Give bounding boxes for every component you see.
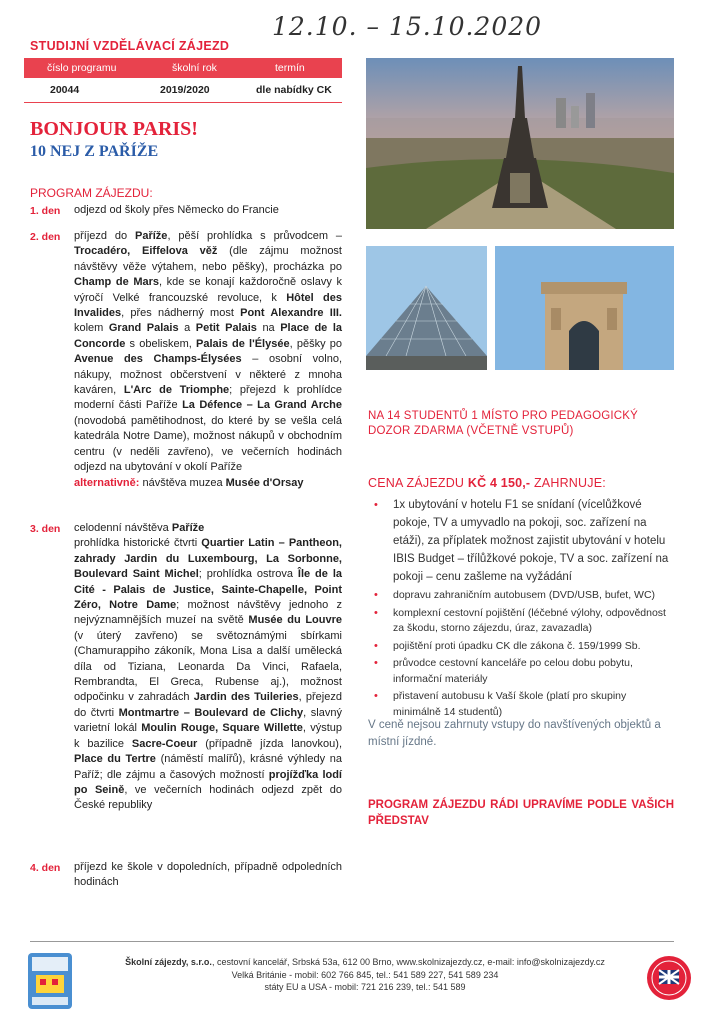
- price-prefix: CENA ZÁJEZDU: [368, 476, 468, 490]
- excluded-note: V ceně nejsou zahrnuty vstupy do navštívených objektů a místní jízdné.: [368, 719, 661, 748]
- program-number-label: číslo programu: [47, 62, 117, 74]
- list-item: • dopravu zahraničním autobusem (DVD/USB, bufet, WC): [368, 588, 674, 604]
- list-item: • komplexní cestovní pojištění (léčebné výlohy, odpovědnost za škodu, storno zájezdu, úraz, zavazadla): [368, 606, 674, 637]
- day-3-label: 3. den: [30, 523, 61, 535]
- program-heading: PROGRAM ZÁJEZDU:: [30, 186, 153, 200]
- header-divider: [24, 102, 342, 103]
- price-heading: [368, 476, 606, 490]
- footer-line-3: státy EU a USA - mobil: 721 216 239, tel.: 541 589: [264, 982, 466, 992]
- program-number-value: 20044: [50, 84, 80, 96]
- price-suffix: ZAHRNUJE:: [530, 476, 606, 490]
- custom-note: PROGRAM ZÁJEZDU RÁDI UPRAVÍME PODLE VAŠICH PŘEDSTAV: [368, 799, 674, 827]
- program-info-band: [24, 58, 342, 78]
- footer-line-1: , cestovní kancelář, Srbská 53a, 612 00 Brno, www.skolnizajezdy.cz, e-mail: info@skolnizajezdy.cz: [211, 957, 605, 967]
- day-2-text: příjezd do Paříže, pěší prohlídka s průvodcem – Trocadéro, Eiffelova věž (dle zájmu možnost návštěvy věže výtahem, nebo pěšky), procházka po Champ de Mars, kde se konají každoročně oslavy k výročí Velké francouzské revoluce, k Hôtel des Invalides, přes nádherný most Pont Alexandre III. kolem Grand Palais a Petit Palais na Place de la Concorde s obeliskem, Palais de l'Élysée, pěšky po Avenue des Champs-Élysées – osobní volno, nákupy, možnost občerstvení v některé z mnoha kaváren, L'Arc de Triomphe; přejezd k prohlídce moderní části Paříže La Défence – La Grand Arche (novodobá pamětihodnost, do které by se vešla celá katedrála Notre Dame), možnost nákupů v obchodním centru (v neděli zavřeno), ve večerních hodinách odjezd na ubytování v okolí Paříže alternativně: návštěva muzea Musée d'Orsay: [74, 230, 343, 489]
- list-item: • 1x ubytování v hotelu F1 se snídaní (vícelůžkové pokoje, TV a umyvadlo na pokoji, soc. zařízení na etáži), za příplatek možnost zajistit ubytování v hotelu IBIS Budget – třílůžkové pokoje, TV a soc. zařízení na pokoji – cenu zašleme na vyžádání: [368, 496, 674, 586]
- price-amount: KČ 4 150,-: [467, 476, 531, 490]
- list-item: • přistavení autobusu k Vaší škole (platí pro skupiny minimálně 14 studentů): [368, 689, 674, 720]
- day-3-text: celodenní návštěva Paříže prohlídka historické čtvrti Quartier Latin – Pantheon, zahrady Jardin du Luxembourg, La Sorbonne, Boulevard Saint Michel; prohlídka ostrova Île de la Cité - Palais de Justice, Sainte-Chapelle, Point Zéro, Notre Dame; možnost návštěvy jednoho z nejvýznamnějších muzeí na světě Musée du Louvre (v úterý zavřeno) se světoznámými sbírkami (Chamurappiho zákoník, Mona Lisa a další umělecká díla od Tiziana, Leonarda Da Vinci, Rafaela, Rembrandta, El Greca, Rubense aj.), možnost odpočinku v zahradách Jardin des Tuileries, přejezd do čtvrti Montmartre – Boulevard de Clichy, slavný varietní lokál Moulin Rouge, Square Willette, výstup k bazilice Sacre-Coeur (případně jízda lanovkou), Place du Tertre (náměstí malířů), krásné výhledy na Paříž; dle zájmu a časových možností projížďka lodí po Seině, ve večerních hodinách odjezd zpět do České republiky: [74, 522, 343, 812]
- day-4-label: 4. den: [30, 862, 61, 874]
- heart-made-badge: [646, 950, 692, 1008]
- company-name: Školní zájezdy, s.r.o.: [125, 957, 212, 967]
- list-item: • průvodce cestovní kanceláře po celou dobu pobytu, informační materiály: [368, 656, 674, 687]
- page-title: BONJOUR PARIS!: [30, 118, 198, 140]
- louvre-pyramid-photo: [366, 246, 487, 370]
- program-info-values: [24, 80, 342, 100]
- company-logo-left: [28, 953, 72, 1009]
- list-item: • pojištění proti úpadku CK dle zákona č. 159/1999 Sb.: [368, 639, 674, 655]
- day-4-text: příjezd ke škole v dopoledních, případně odpoledních hodinách: [74, 861, 342, 889]
- day-2-label: 2. den: [30, 231, 61, 243]
- footer-divider: [30, 941, 674, 942]
- term-label: termín: [275, 62, 305, 74]
- day-1-text: odjezd od školy přes Německo do Francie: [74, 204, 279, 216]
- footer-line-2: Velká Británie - mobil: 602 766 845, tel.: 541 589 227, 541 589 234: [231, 969, 499, 980]
- arc-de-triomphe-photo: [495, 246, 674, 370]
- eiffel-tower-photo: [366, 58, 674, 229]
- school-year-label: školní rok: [172, 62, 217, 74]
- term-value: dle nabídky CK: [256, 84, 332, 96]
- day-1-label: 1. den: [30, 205, 61, 217]
- handwritten-date: 12.10. – 15.10.2020: [272, 12, 543, 41]
- tour-type-title: STUDIJNÍ VZDĚLÁVACÍ ZÁJEZD: [30, 39, 230, 53]
- includes-list: [368, 496, 674, 722]
- footer-contact: [80, 956, 650, 994]
- teacher-note: NA 14 STUDENTŮ 1 MÍSTO PRO PEDAGOGICKÝ DOZOR ZDARMA (VČETNĚ VSTUPŮ): [368, 410, 639, 437]
- school-year-value: 2019/2020: [160, 84, 210, 96]
- page-subtitle: 10 NEJ Z PAŘÍŽE: [30, 143, 159, 160]
